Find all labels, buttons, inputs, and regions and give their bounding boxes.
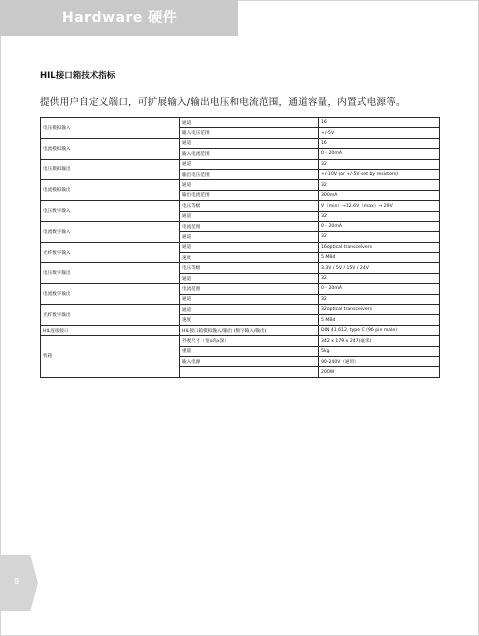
- spec-parameter: 输入电流范围: [180, 149, 319, 159]
- table-row: [41, 242, 440, 252]
- spec-parameter: 速度: [180, 315, 319, 325]
- spec-value: 16: [319, 138, 440, 148]
- spec-value: 90-240V（通用）: [319, 356, 440, 366]
- spec-parameter: 重量: [180, 346, 319, 356]
- spec-parameter: HIL接口箱模拟输入/输出 (数字输入/输出): [180, 325, 319, 335]
- table-row: [41, 336, 440, 346]
- spec-table: [40, 117, 440, 378]
- spec-parameter: 外观尺寸（宽x高x深）: [180, 336, 319, 346]
- spec-value: 0 - 20mA: [319, 284, 440, 294]
- spec-value: 3.3V / 5V / 15V / 24V: [319, 263, 440, 273]
- spec-category: HIL连接接口: [41, 325, 180, 335]
- spec-parameter: 通道: [180, 211, 319, 221]
- spec-value: 300mA: [319, 190, 440, 200]
- table-row: [41, 201, 440, 211]
- spec-parameter: 通道: [180, 159, 319, 169]
- spec-category: 电压模拟输出: [41, 159, 180, 180]
- spec-value: +/-10V (or +/-5V set by resistors): [319, 169, 440, 179]
- spec-parameter: 通道: [180, 305, 319, 315]
- spec-parameter: 电流范围: [180, 284, 319, 294]
- spec-value: 0 - 20mA: [319, 221, 440, 231]
- table-row: [41, 159, 440, 169]
- spec-value: 342 x 179 x 247(毫米): [319, 336, 440, 346]
- spec-value: +/-5V: [319, 128, 440, 138]
- spec-parameter: 输入电压范围: [180, 128, 319, 138]
- spec-parameter: 输入电源: [180, 356, 319, 366]
- spec-value: 32: [319, 232, 440, 242]
- spec-value: 5 MBd: [319, 315, 440, 325]
- table-row: [41, 325, 440, 335]
- spec-category: 机箱: [41, 336, 180, 378]
- table-row: [41, 118, 440, 128]
- table-row: [41, 284, 440, 294]
- spec-category: 电流模拟输出: [41, 180, 180, 201]
- spec-value: DIN 41 612, type C (96 pin male): [319, 325, 440, 335]
- spec-parameter: 通道: [180, 232, 319, 242]
- spec-category: 电压数字输出: [41, 263, 180, 284]
- spec-category: 光纤数字输出: [41, 305, 180, 326]
- spec-parameter: [180, 367, 319, 377]
- spec-parameter: 输出电压范围: [180, 169, 319, 179]
- spec-parameter: 速度: [180, 253, 319, 263]
- spec-value: 32: [319, 211, 440, 221]
- table-row: [41, 180, 440, 190]
- spec-parameter: 通道: [180, 294, 319, 304]
- spec-category: 电压模拟输入: [41, 118, 180, 139]
- spec-value: 32: [319, 273, 440, 283]
- spec-value: 200W: [319, 367, 440, 377]
- spec-category: 光纤数字输入: [41, 242, 180, 263]
- spec-value: 32: [319, 294, 440, 304]
- spec-category: 电流数字输入: [41, 221, 180, 242]
- spec-parameter: 通道: [180, 118, 319, 128]
- section-title: HIL接口箱技术指标: [40, 71, 116, 81]
- spec-category: 电压数字输入: [41, 201, 180, 222]
- spec-parameter: 输出电流范围: [180, 190, 319, 200]
- spec-category: 电流模拟输入: [41, 138, 180, 159]
- spec-parameter: 电压等级: [180, 201, 319, 211]
- spec-value: 32optical transceivers: [319, 305, 440, 315]
- spec-value: V（min）→12.6V（max）→ 29V: [319, 201, 440, 211]
- page-number: 8: [14, 577, 20, 586]
- spec-parameter: 电压等级: [180, 263, 319, 273]
- spec-parameter: 通道: [180, 242, 319, 252]
- spec-category: 电流数字输出: [41, 284, 180, 305]
- spec-value: 32: [319, 159, 440, 169]
- spec-parameter: 通道: [180, 273, 319, 283]
- spec-value: 16: [319, 118, 440, 128]
- table-row: [41, 138, 440, 148]
- spec-value: 32: [319, 180, 440, 190]
- header-title: Hardware 硬件: [0, 0, 238, 36]
- intro-text: 提供用户自定义端口，可扩展输入/输出电压和电流范围，通道容量，内置式电源等。: [40, 97, 406, 108]
- spec-parameter: 通道: [180, 138, 319, 148]
- spec-value: 5 MBd: [319, 253, 440, 263]
- table-row: [41, 221, 440, 231]
- spec-value: 0 - 20mA: [319, 149, 440, 159]
- spec-value: 5kg: [319, 346, 440, 356]
- spec-parameter: 电流范围: [180, 221, 319, 231]
- spec-parameter: 通道: [180, 180, 319, 190]
- table-row: [41, 305, 440, 315]
- table-row: [41, 263, 440, 273]
- spec-value: 16optical transceivers: [319, 242, 440, 252]
